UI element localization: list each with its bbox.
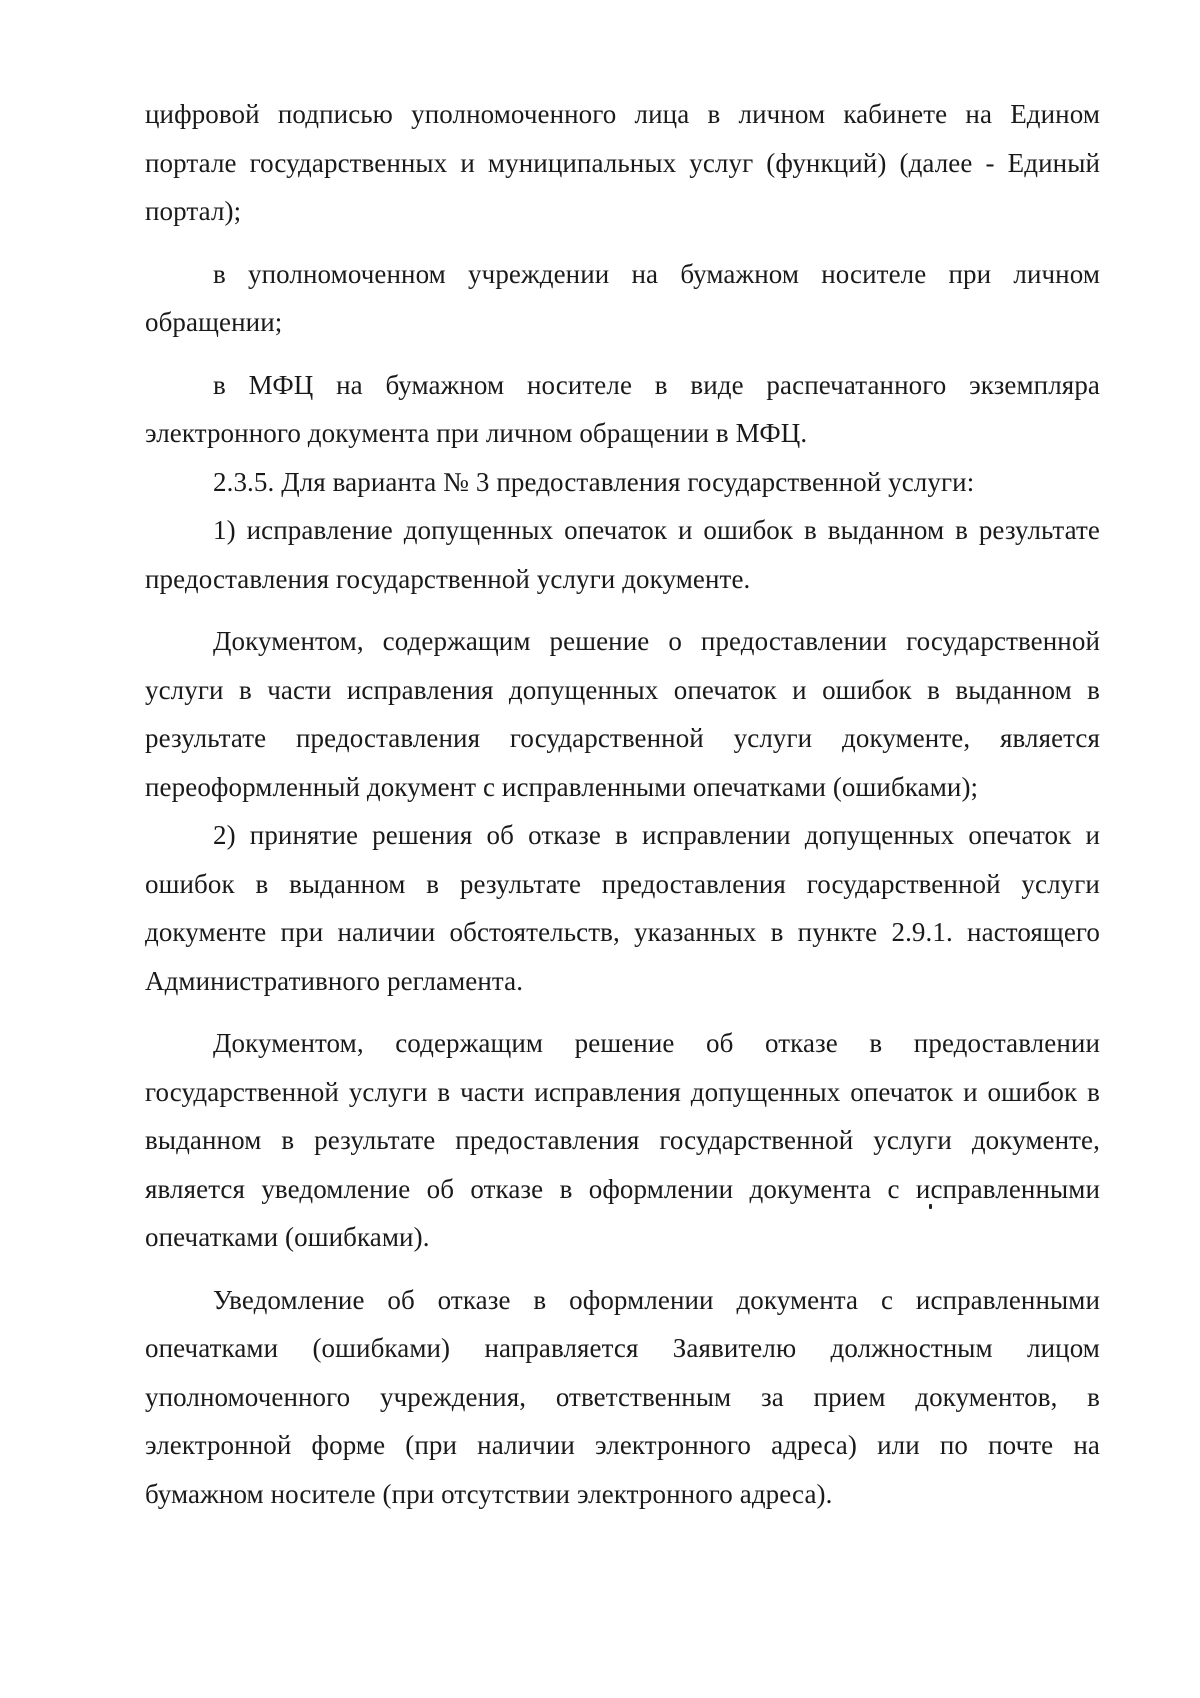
paragraph-notification: Уведомление об отказе в оформлении документа с исправленными опечатками (ошибками) направляется Заявителю должностным лицом уполномоченного учреждения, ответственным за прием документов, в электронной форме (при наличии электронного адреса) или по почте на бумажном носителе (при отсутствии электронного адреса).: [145, 1284, 1100, 1509]
paragraph-section-2-3-5: 2.3.5. Для варианта № 3 предоставления государственной услуги:: [213, 466, 975, 497]
document-body: [145, 90, 1100, 1518]
paragraph-mfc: в МФЦ на бумажном носителе в виде распечатанного экземпляра электронного документа при личном обращении в МФЦ.: [145, 369, 1100, 448]
scan-speck: [929, 1204, 932, 1209]
paragraph-refusal-document: Документом, содержащим решение об отказе в предоставлении государственной услуги в части исправления допущенных опечаток и ошибок в выданном в результате предоставления государственной услуги документе, является уведомление об отказе в оформлении документа с исправленными опечатками (ошибками).: [145, 1028, 1100, 1252]
paragraph-item-2: 2) принятие решения об отказе в исправлении допущенных опечаток и ошибок в выданном в результате предоставления государственной услуги документе при наличии обстоятельств, указанных в пункте 2.9.1. настоящего Административного регламента.: [145, 820, 1100, 996]
paragraph-digital-signature: цифровой подписью уполномоченного лица в личном кабинете на Едином портале государственных и муниципальных услуг (функций) (далее - Единый портал);: [145, 99, 1100, 226]
paragraph-item-1: 1) исправление допущенных опечаток и ошибок в выданном в результате предоставления государственной услуги документе.: [145, 515, 1100, 594]
paragraph-authorized-institution: в уполномоченном учреждении на бумажном носителе при личном обращении;: [145, 258, 1100, 337]
paragraph-decision-document: Документом, содержащим решение о предоставлении государственной услуги в части исправления допущенных опечаток и ошибок в выданном в результате предоставления государственной услуги документе, является переоформленный документ с исправленными опечатками (ошибками);: [145, 626, 1100, 802]
